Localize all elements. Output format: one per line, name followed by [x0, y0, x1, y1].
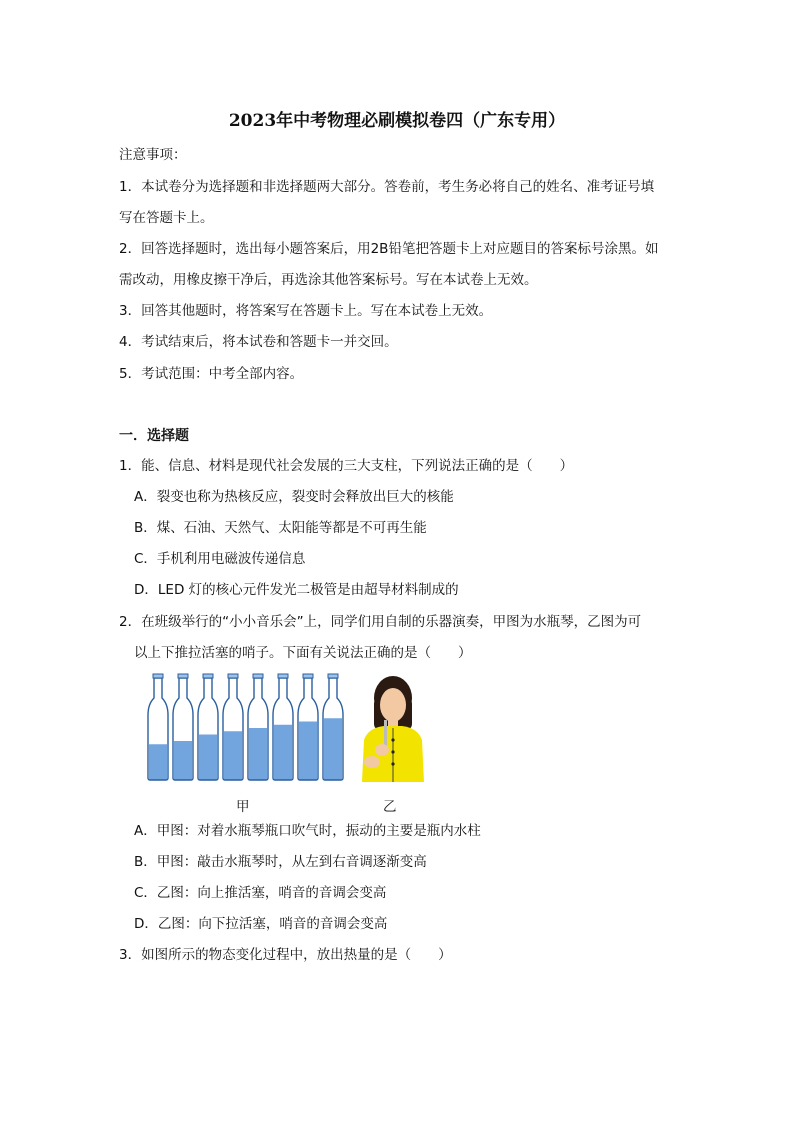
question-2-stem-cont: 以上下推拉活塞的哨子。下面有关说法正确的是（ ）	[134, 645, 472, 661]
question-2-stem: 2．在班级举行的“小小音乐会”上，同学们用自制的乐器演奏，甲图为水瓶琴，乙图为可	[119, 614, 642, 630]
notes-heading: 注意事项：	[119, 147, 187, 163]
question-2-option-b: B．甲图：敲击水瓶琴时，从左到右音调逐渐变高	[134, 854, 427, 870]
page-title: 2023年中考物理必刷模拟卷四（广东专用）	[228, 111, 566, 131]
water-column	[224, 731, 242, 780]
water-column	[299, 722, 317, 781]
water-bottle	[148, 674, 168, 780]
note-item: 写在答题卡上。	[119, 210, 214, 226]
note-item: 需改动，用橡皮擦干净后，再选涂其他答案标号。写在本试卷上无效。	[119, 272, 538, 288]
note-item: 3．回答其他题时，将答案写在答题卡上。写在本试卷上无效。	[119, 303, 493, 319]
note-item: 5．考试范围：中考全部内容。	[119, 366, 304, 382]
question-2-figure	[144, 670, 434, 790]
water-bottle	[223, 674, 243, 780]
question-2-option-a: A．甲图：对着水瓶琴瓶口吹气时，振动的主要是瓶内水柱	[134, 823, 481, 839]
water-bottle	[173, 674, 193, 780]
bottle-rim	[203, 674, 213, 678]
question-1-option-a: A．裂变也称为热核反应，裂变时会释放出巨大的核能	[134, 489, 454, 505]
question-1-stem: 1．能、信息、材料是现代社会发展的三大支柱，下列说法正确的是（ ）	[119, 458, 574, 474]
question-1-option-b: B．煤、石油、天然气、太阳能等都是不可再生能	[134, 520, 427, 536]
bottle-rim	[278, 674, 288, 678]
water-column	[249, 728, 267, 780]
figure-caption-right: 乙	[383, 799, 397, 815]
bottle-rim	[153, 674, 163, 678]
bottle-rim	[253, 674, 263, 678]
bottle-rim	[228, 674, 238, 678]
note-item: 4．考试结束后，将本试卷和答题卡一并交回。	[119, 334, 398, 350]
water-column	[274, 725, 292, 780]
section-heading: 一．选择题	[119, 428, 189, 444]
water-column	[149, 744, 167, 780]
figure-caption-left: 甲	[236, 799, 250, 815]
note-item: 1．本试卷分为选择题和非选择题两大部分。答卷前，考生务必将自己的姓名、准考证号填	[119, 179, 655, 195]
question-3-stem: 3．如图所示的物态变化过程中，放出热量的是（ ）	[119, 947, 452, 963]
girl-with-whistle-image	[362, 676, 424, 782]
water-column	[199, 735, 217, 781]
water-bottle	[248, 674, 268, 780]
water-bottle	[273, 674, 293, 780]
water-bottle	[198, 674, 218, 780]
bottle-rim	[328, 674, 338, 678]
note-item: 2．回答选择题时，选出每小题答案后，用2B铅笔把答题卡上对应题目的答案标号涂黑。如	[119, 241, 659, 257]
bottle-rim	[178, 674, 188, 678]
water-bottle	[323, 674, 343, 780]
question-2-option-c: C．乙图：向上推活塞，哨音的音调会变高	[134, 885, 387, 901]
question-2-option-d: D．乙图：向下拉活塞，哨音的音调会变高	[134, 916, 388, 932]
bottle-rim	[303, 674, 313, 678]
water-column	[174, 741, 192, 780]
water-bottles-image	[148, 674, 343, 780]
water-bottle	[298, 674, 318, 780]
water-column	[324, 718, 342, 780]
question-1-option-d: D．LED 灯的核心元件发光二极管是由超导材料制成的	[134, 582, 459, 598]
question-1-option-c: C．手机利用电磁波传递信息	[134, 551, 306, 567]
